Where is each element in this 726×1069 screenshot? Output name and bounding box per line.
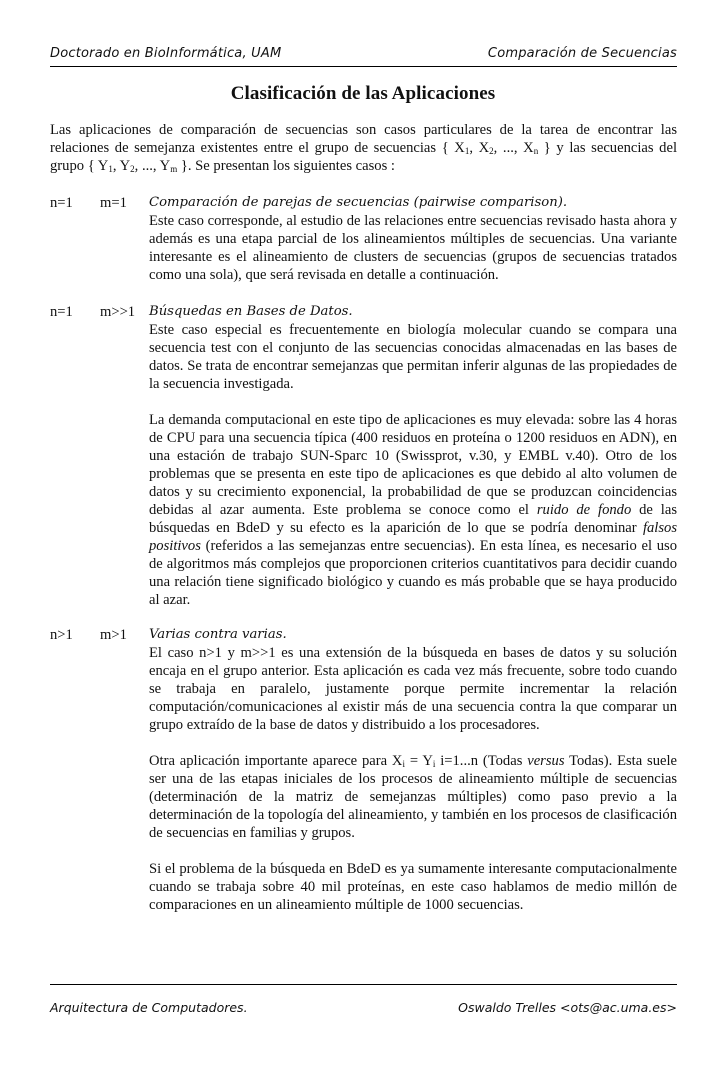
case-paragraph: Este caso corresponde, al estudio de las relaciones entre secuencias revisado hasta ahora y además es una etapa parcial de los alineamientos múltiples de secuencias. Una variante interesante es el alineamiento de clusters de secuencias (grupos de secuencias tratados como una sola), que será revisada en detalle a continuación. — [149, 213, 677, 283]
case-pairwise — [50, 194, 677, 284]
intro-paragraph: Las aplicaciones de comparación de secuencias son casos particulares de la tarea de encontrar las relaciones de semejanza existentes entre el grupo de secuencias { $X_1$, $X_2$, ..., $X_n$ } y las secuencias del grupo { $Y_1$, $Y_2$, ..., $Y_m$ }. Se presentan los siguientes casos : — [50, 122, 677, 174]
page-title: Clasificación de las Aplicaciones — [230, 83, 496, 104]
case-heading: Varias contra varias. — [149, 627, 287, 642]
footer-author: Oswaldo Trelles <ots@ac.uma.es> — [458, 1000, 677, 1015]
case-database-search — [50, 303, 677, 609]
case-body — [149, 194, 677, 284]
case-n-label: n=1 — [50, 195, 73, 211]
case-paragraph: Otra aplicación importante aparece para $X_i = Y_i$ i=1...n (Todas versus Todas). Esta suele ser una de las etapas iniciales de los procesos de alineamiento múltiple de secuencias (determinación de la matriz de semejanzas múltiples) como paso previo a la determinación de la topología del alineamiento, y también en los procesos de clasificación de secuencias en familias y grupos. — [149, 753, 678, 841]
footer-rule — [50, 984, 677, 985]
case-paragraph: El caso n>1 y m>>1 es una extensión de la búsqueda en bases de datos y su solución encaja en el grupo anterior. Esta aplicación es cada vez más frecuente, sobre todo cuando se trabaja en paralelo, justamente porque permite incrementar la relación computación/comunicaciones al existir más de una secuencia contra la que comparar un grupo extraído de la base de datos y distribuido a los procesadores. — [149, 645, 677, 733]
case-body — [149, 303, 677, 609]
emphasis: falsos positivos — [149, 520, 677, 554]
case-m-label: m>1 — [100, 627, 127, 643]
emphasis: versus — [527, 753, 565, 769]
case-n-label: n>1 — [50, 627, 73, 643]
case-heading: Búsquedas en Bases de Datos. — [149, 304, 353, 319]
emphasis: ruido de fondo — [536, 502, 632, 518]
running-header — [50, 46, 677, 67]
case-n-label: n=1 — [50, 304, 73, 320]
case-paragraph: Este caso especial es frecuentemente en biología molecular cuando se compara una secuencia test con el conjunto de las secuencias conocidas almacenadas en las bases de datos. Se trata de encontrar semejanzas que permitan inferir algunas de las propiedades de la secuencia investigada. — [149, 322, 677, 392]
case-heading: Comparación de parejas de secuencias (pairwise comparison). — [149, 195, 568, 210]
case-paragraph: La demanda computacional en este tipo de aplicaciones es muy elevada: sobre las 4 horas de CPU para una secuencia típica (400 residuos en proteína o 1200 residuos en ADN), en una estación de trabajo SUN-Sparc 10 (Swissprot, v.30, y EMBL v.40). Otro de los problemas que se presenta en este tipo de aplicaciones es que debido al alto volumen de datos y su crecimiento exponencial, la probabilidad de que se produzcan coincidencias debidas al azar aumenta. Este problema se conoce como el ruido de fondo de las búsquedas en BdeD y su efecto es la aparición de lo que se podría denominar falsos positivos (referidos a las semejanzas entre secuencias). En esta línea, es necesario el uso de algoritmos más complejos que proporcionen criterios cuantitativos para decidir cuando una relación tiene significado biológico y cuando es más probable que se haya producido al azar. — [149, 412, 677, 608]
footer-course: Arquitectura de Computadores. — [50, 1000, 248, 1015]
header-topic: Comparación de Secuencias — [487, 46, 677, 61]
case-paragraph: Si el problema de la búsqueda en BdeD es ya sumamente interesante computacionalmente cuando se trabaja sobre 40 mil proteínas, en este caso hablamos de medio millón de comparaciones en un alineamiento múltiple de 1000 secuencias. — [149, 861, 677, 913]
case-m-label: m>>1 — [100, 304, 136, 320]
running-footer — [50, 1000, 677, 1015]
case-body — [149, 626, 677, 914]
case-many-vs-many — [50, 626, 677, 914]
case-m-label: m=1 — [100, 195, 127, 211]
header-course: Doctorado en BioInformática, UAM — [50, 46, 282, 61]
